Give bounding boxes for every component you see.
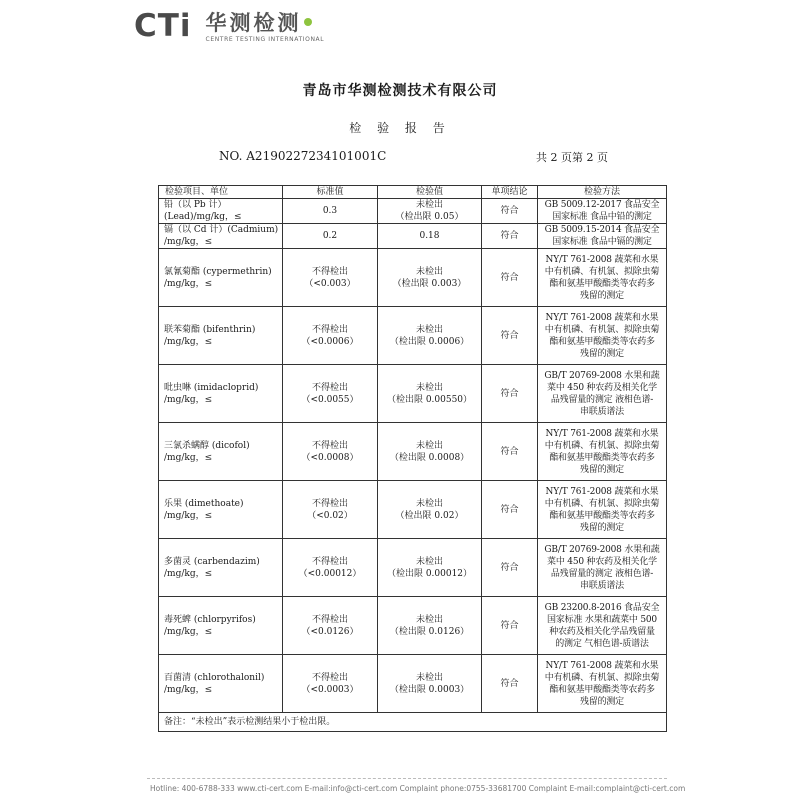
cell-conclusion: 符合 [482,423,538,481]
cell-standard [283,365,378,423]
cell-value-line: 未检出 [415,440,443,451]
cell-method-line: 酯和氨基甲酸酯类等农药多 [549,452,655,463]
logo-english-name: CENTRE TESTING INTERNATIONAL [205,36,325,43]
cell-value-line: 未检出 [415,498,443,509]
cell-standard-line: （<0.003） [304,278,356,289]
cell-item-line: 氯氰菊酯 (cypermethrin) [164,266,272,277]
cell-standard-line: （<0.00012） [298,568,362,579]
cell-item-line: /mg/kg，≤ [164,452,213,463]
cell-method-line: 菜中 450 种农药及相关化学 [547,556,657,567]
cell-standard-line: 不得检出 [311,672,348,683]
cell-item-line: /mg/kg，≤ [164,684,213,695]
cell-standard-line: （<0.0055） [301,394,359,405]
cell-value-line: 未检出 [415,200,443,210]
cell-value-line: （检出限 0.02） [395,510,464,521]
cell-method-line: NY/T 761-2008 蔬菜和水果 [545,486,659,497]
footer-divider [147,778,667,779]
cell-conclusion: 符合 [482,249,538,307]
cell-standard [283,249,378,307]
cell-standard [283,597,378,655]
cell-value [378,597,482,655]
cell-method-line: NY/T 761-2008 蔬菜和水果 [545,254,659,265]
header-method: 检验方法 [538,186,667,199]
cell-standard-line: （<0.0126） [301,626,359,637]
cell-item-line: 乐果 (dimethoate) [164,498,244,509]
cell-value [378,423,482,481]
cell-standard-line: 不得检出 [311,498,348,509]
cell-method [538,224,667,249]
cell-conclusion: 符合 [482,199,538,224]
cell-standard-line: （<0.0008） [301,452,359,463]
cell-value-line: （检出限 0.0126） [389,626,470,637]
cell-method-line: 残留的测定 [579,696,624,707]
cell-value-line: 未检出 [415,556,443,567]
cell-method-line: 中有机磷、有机氯、拟除虫菊 [544,498,660,509]
cell-standard [283,199,378,224]
cell-method-line: NY/T 761-2008 蔬菜和水果 [545,312,659,323]
cell-method [538,423,667,481]
company-logo [134,10,324,46]
cell-method-line: 酯和氨基甲酸酯类等农药多 [549,278,655,289]
cell-method-line: 中有机磷、有机氯、拟除虫菊 [544,324,660,335]
cell-value-line: 未检出 [415,672,443,683]
cell-value [378,655,482,713]
cell-item-line: 百菌清 (chlorothalonil) [164,672,265,683]
cell-value-line: 未检出 [415,614,443,625]
cell-standard [283,655,378,713]
cell-standard-line: 0.2 [322,231,338,241]
table-row [159,249,667,307]
cell-item-line: 毒死蜱 (chlorpyrifos) [164,614,256,625]
header-standard: 标准值 [283,186,378,199]
cell-value-line: （检出限 0.0003） [389,684,470,695]
logo-mark: CTi [134,8,192,44]
cell-method-line: 中有机磷、有机氯、拟除虫菊 [544,440,660,451]
cell-item-line: 吡虫啉 (imidacloprid) [164,382,259,393]
cell-method [538,481,667,539]
header-item: 检验项目、单位 [159,186,283,199]
cell-value-line: （检出限 0.0008） [389,452,470,463]
table-row [159,481,667,539]
table-row [159,423,667,481]
logo-dot-icon [304,18,312,26]
cell-value-line: （检出限 0.00550） [386,394,473,405]
table-row [159,199,667,224]
cell-value [378,481,482,539]
cell-standard [283,481,378,539]
table-row [159,307,667,365]
cell-method [538,597,667,655]
cell-standard [283,307,378,365]
cell-value [378,249,482,307]
logo-chinese-name: 华测检测 [205,11,302,35]
cell-method-line: 品残留量的测定 液相色谱- [550,394,654,405]
cell-standard [283,423,378,481]
table-row [159,365,667,423]
table-note: 备注：“未检出”表示检测结果小于检出限。 [159,713,667,732]
cell-method [538,365,667,423]
note-row [159,713,667,732]
cell-method-line: 残留的测定 [579,348,624,359]
cell-item [159,307,283,365]
cell-standard-line: 0.3 [322,206,338,216]
cell-value-line: （检出限 0.00012） [386,568,473,579]
cell-item-line: 铅（以 Pb 计）(Lead)/mg/kg，≤ [164,200,242,222]
footer-contact: Hotline: 400-6788-333 www.cti-cert.com E-mail:info@cti-cert.com Complaint phone:0755-33681700 Complaint E-mail:complaint@cti-cert.com [150,784,686,793]
cell-method-line: 酯和氨基甲酸酯类等农药多 [549,510,655,521]
cell-value-line: （检出限 0.05） [395,212,464,222]
cell-method-line: GB/T 20769-2008 水果和蔬 [544,370,660,381]
cell-standard-line: 不得检出 [311,556,348,567]
cell-item-line: /mg/kg，≤ [164,626,213,637]
cell-method-line: 国家标准 食品中镉的测定 [552,237,652,247]
cell-method-line: GB/T 20769-2008 水果和蔬 [544,544,660,555]
cell-standard-line: （<0.0006） [301,336,359,347]
cell-method [538,199,667,224]
cell-method-line: 品残留量的测定 液相色谱- [550,568,654,579]
cell-method-line: 串联质谱法 [579,580,624,591]
cell-value-line: 0.18 [419,231,440,241]
cell-item-line: /mg/kg，≤ [164,568,213,579]
cell-standard-line: 不得检出 [311,382,348,393]
cell-item-line: /mg/kg，≤ [164,510,213,521]
cell-method [538,539,667,597]
cell-method-line: 酯和氨基甲酸酯类等农药多 [549,684,655,695]
results-table [158,185,667,732]
cell-value-line: 未检出 [415,266,443,277]
cell-method [538,249,667,307]
cell-method-line: 中有机磷、有机氯、拟除虫菊 [544,672,660,683]
cell-item-line: /mg/kg，≤ [164,394,213,405]
cell-standard-line: 不得检出 [311,266,348,277]
cell-value-line: （检出限 0.003） [392,278,467,289]
cell-conclusion: 符合 [482,539,538,597]
cell-item-line: /mg/kg，≤ [164,237,213,247]
cell-item [159,481,283,539]
cell-standard-line: 不得检出 [311,614,348,625]
cell-method-line: 残留的测定 [579,464,624,475]
table-header-row [159,186,667,199]
cell-method-line: 串联质谱法 [579,406,624,417]
cell-method-line: 国家标准 食品中铅的测定 [552,212,652,222]
cell-standard-line: （<0.0003） [301,684,359,695]
cell-method-line: GB 23200.8-2016 食品安全 [544,602,660,613]
cell-standard-line: （<0.02） [307,510,353,521]
cell-value-line: 未检出 [415,382,443,393]
cell-method-line: 残留的测定 [579,290,624,301]
cell-method [538,655,667,713]
cell-item-line: /mg/kg，≤ [164,278,213,289]
cell-method-line: GB 5009.12-2017 食品安全 [544,200,660,210]
cell-method-line: GB 5009.15-2014 食品安全 [544,225,660,235]
report-title: 检 验 报 告 [349,121,451,135]
cell-item [159,655,283,713]
cell-item-line: 多菌灵 (carbendazim) [164,556,260,567]
cell-conclusion: 符合 [482,597,538,655]
company-name: 青岛市华测检测技术有限公司 [302,83,498,99]
cell-conclusion: 符合 [482,365,538,423]
cell-method-line: 的测定 气相色谱-质谱法 [555,638,649,649]
cell-method-line: 中有机磷、有机氯、拟除虫菊 [544,266,660,277]
cell-method-line: 国家标准 水果和蔬菜中 500 [547,614,657,625]
cell-method-line: 菜中 450 种农药及相关化学 [547,382,657,393]
cell-item [159,597,283,655]
page-indicator: 共 2 页第 2 页 [536,151,608,164]
cell-item-line: 联苯菊酯 (bifenthrin) [164,324,256,335]
cell-item [159,199,283,224]
cell-method-line: NY/T 761-2008 蔬菜和水果 [545,428,659,439]
cell-conclusion: 符合 [482,481,538,539]
cell-standard-line: 不得检出 [311,324,348,335]
cell-item [159,365,283,423]
cell-value [378,224,482,249]
cell-value-line: 未检出 [415,324,443,335]
table-row [159,655,667,713]
cell-method-line: 残留的测定 [579,522,624,533]
cell-item-line: 三氯杀螨醇 (dicofol) [164,440,250,451]
cell-item [159,249,283,307]
cell-value [378,307,482,365]
cell-standard [283,224,378,249]
cell-method-line: 种农药及相关化学品残留量 [549,626,655,637]
cell-item [159,224,283,249]
cell-item [159,539,283,597]
cell-method [538,307,667,365]
cell-method-line: 酯和氨基甲酸酯类等农药多 [549,336,655,347]
cell-standard-line: 不得检出 [311,440,348,451]
table-row [159,539,667,597]
cell-value-line: （检出限 0.0006） [389,336,470,347]
table-row [159,597,667,655]
cell-value [378,539,482,597]
cell-standard [283,539,378,597]
cell-value [378,365,482,423]
cell-conclusion: 符合 [482,655,538,713]
table-row [159,224,667,249]
header-conclusion: 单项结论 [482,186,538,199]
cell-conclusion: 符合 [482,307,538,365]
cell-item-line: /mg/kg，≤ [164,336,213,347]
cell-method-line: NY/T 761-2008 蔬菜和水果 [545,660,659,671]
header-value: 检验值 [378,186,482,199]
cell-conclusion: 符合 [482,224,538,249]
cell-value [378,199,482,224]
report-number: NO. A2190227234101001C [219,149,387,163]
cell-item [159,423,283,481]
cell-item-line: 镉（以 Cd 计）(Cadmium) [164,225,279,235]
